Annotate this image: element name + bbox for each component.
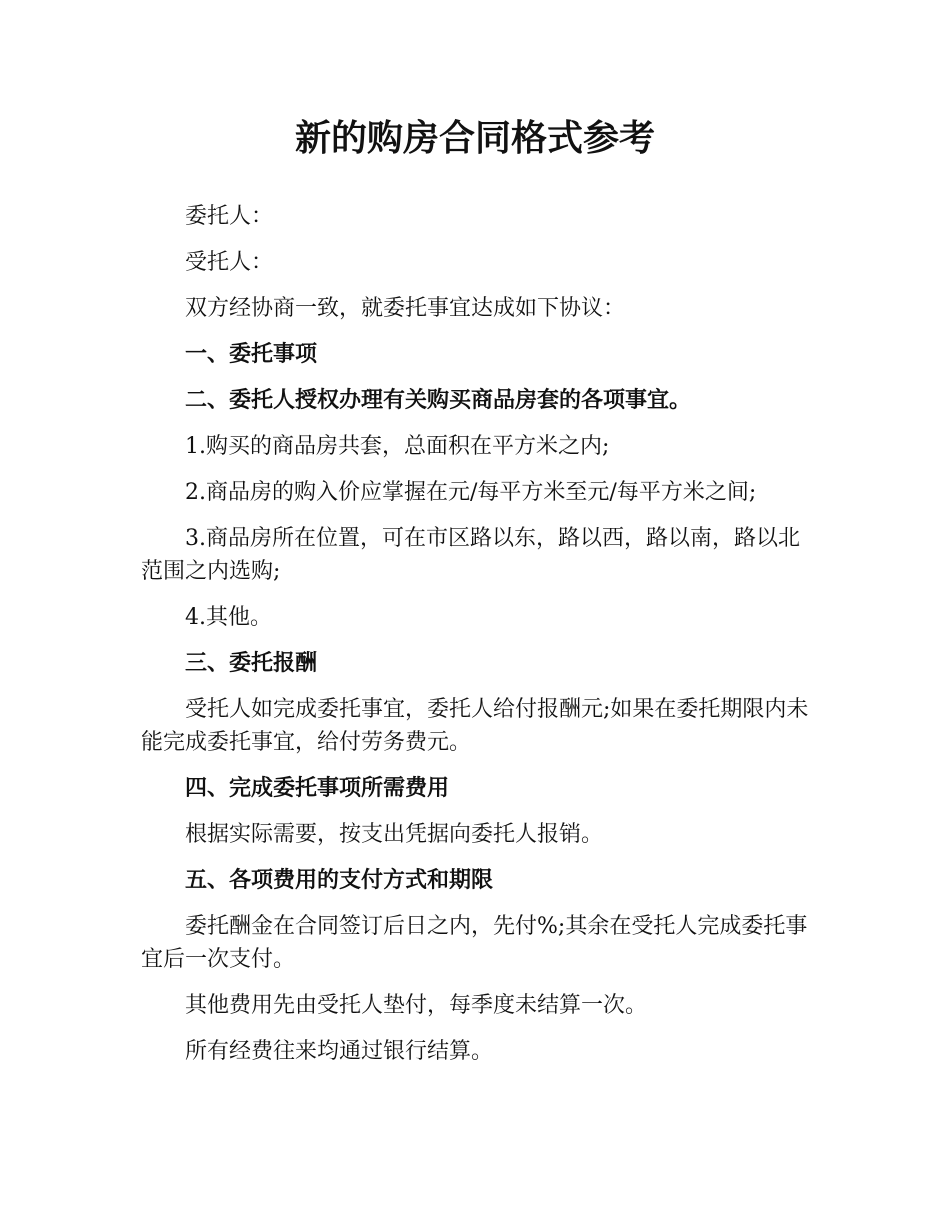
heading-section-1: 一、委托事项 xyxy=(185,342,318,367)
paragraph-remuneration: 受托人如完成委托事宜，委托人给付报酬元;如果在委托期限内未能完成委托事宜，给付劳务费元。 xyxy=(141,697,809,755)
paragraph-expenses: 根据实际需要，按支出凭据向委托人报销。 xyxy=(185,822,604,847)
paragraph-payment: 委托酬金在合同签订后日之内，先付%;其余在受托人完成委托事宜后一次支付。 xyxy=(141,914,808,972)
paragraph-item-1: 1.购买的商品房共套，总面积在平方米之内; xyxy=(185,434,610,459)
document-title: 新的购房合同格式参考 xyxy=(294,118,655,159)
paragraph-item-3: 3.商品房所在位置，可在市区路以东，路以西，路以南，路以北范围之内选购; xyxy=(141,526,800,584)
paragraph-agent: 受托人： xyxy=(185,250,274,275)
document-body xyxy=(141,200,811,1081)
paragraph-principal: 委托人： xyxy=(185,204,274,229)
heading-section-3: 三、委托报酬 xyxy=(185,651,318,676)
paragraph-agreement: 双方经协商一致，就委托事宜达成如下协议： xyxy=(185,296,626,321)
heading-section-2: 二、委托人授权办理有关购买商品房套的各项事宜。 xyxy=(185,388,692,413)
heading-section-4: 四、完成委托事项所需费用 xyxy=(185,776,450,801)
paragraph-advance: 其他费用先由受托人垫付，每季度未结算一次。 xyxy=(185,993,648,1018)
paragraph-item-2: 2.商品房的购入价应掌握在元/每平方米至元/每平方米之间; xyxy=(185,480,757,505)
paragraph-bank: 所有经费往来均通过银行结算。 xyxy=(185,1039,494,1064)
heading-section-5: 五、各项费用的支付方式和期限 xyxy=(185,868,494,893)
paragraph-item-4: 4.其他。 xyxy=(185,605,272,630)
